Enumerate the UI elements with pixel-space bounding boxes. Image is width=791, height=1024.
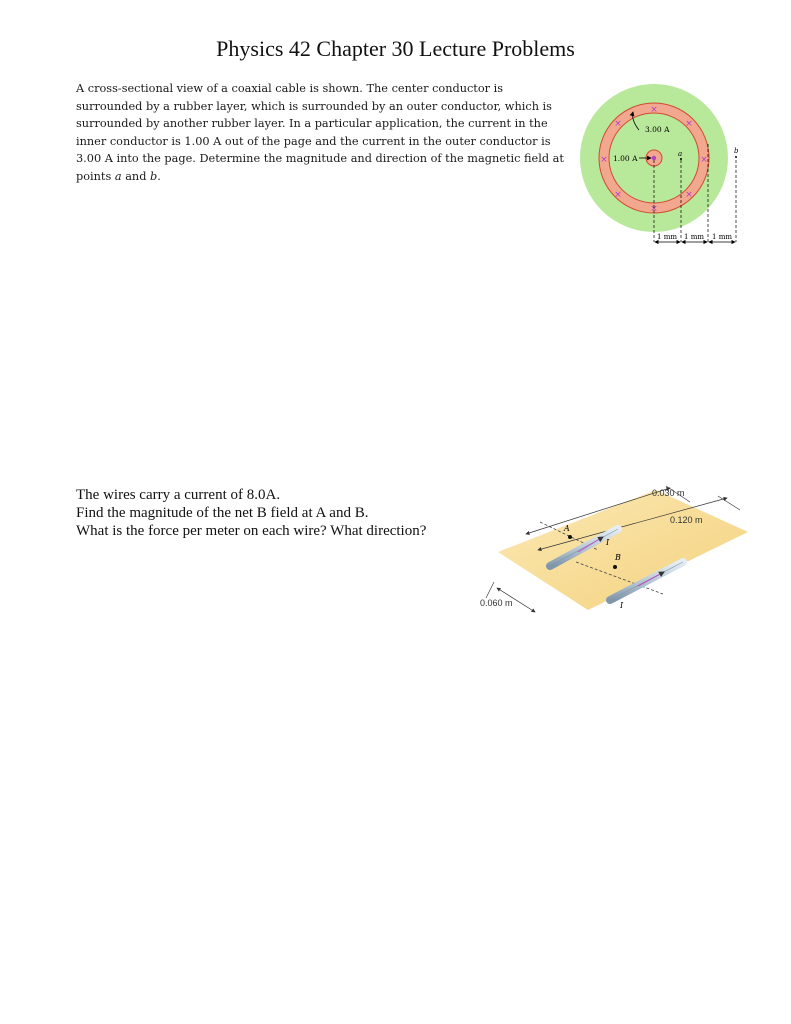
point-b-label: b: [734, 147, 739, 155]
inner-current-label: 1.00 A: [613, 154, 638, 163]
dim-top-label: 0.030 m: [652, 488, 685, 498]
point-b-ref: b: [150, 169, 158, 183]
label-I-2: I: [620, 601, 624, 610]
page-title: Physics 42 Chapter 30 Lecture Problems: [216, 36, 575, 61]
label-B: B: [615, 553, 621, 562]
problem-1-body: A cross-sectional view of a coaxial cable is shown. The center conductor is surrounded by a rubber layer, which is surrounded by an outer conductor, which is surrounded by another rubber layer. In a particular application, the current in the inner conductor is 1.00 A out of the page and the current in the outer conductor is 3.00 A into the page. Determine the magnitude and direction of the magnetic field at points: [76, 82, 564, 183]
outer-current-label: 3.00 A: [645, 125, 670, 134]
problem-2-line-3: What is the force per meter on each wire? What direction?: [76, 523, 427, 539]
dimension-labels: [657, 233, 732, 241]
dim-right-label: 0.120 m: [670, 515, 703, 525]
point-b-dot: [735, 156, 737, 158]
x-mark: ×: [614, 119, 622, 129]
parallel-wires-figure: [478, 482, 763, 642]
conjunction: and: [121, 169, 151, 183]
problem-2-text: [76, 486, 476, 540]
coaxial-cable-figure: [575, 80, 740, 255]
problem-2-line-1: The wires carry a current of 8.0A.: [76, 487, 281, 503]
x-mark: ×: [685, 190, 693, 200]
point-a-dot: [680, 158, 682, 160]
problem-2-line-2: Find the magnitude of the net B field at A and B.: [76, 505, 369, 521]
label-I-1: I: [606, 538, 610, 547]
x-mark: ×: [614, 190, 622, 200]
point-A-dot: [568, 535, 572, 539]
problem-1-text: [76, 80, 566, 186]
label-A: A: [564, 524, 570, 533]
point-B-dot: [613, 565, 617, 569]
dim-label-1: 1 mm: [657, 233, 677, 241]
x-mark: ×: [650, 105, 658, 115]
x-mark: ×: [685, 119, 693, 129]
inner-current-dot: [652, 156, 656, 160]
dim-left-label: 0.060 m: [480, 598, 513, 608]
point-a-ref: a: [114, 169, 122, 183]
x-mark: ×: [650, 204, 658, 214]
point-a-label: a: [678, 150, 683, 158]
x-mark: ×: [700, 155, 708, 165]
period: .: [157, 169, 161, 183]
dim-label-3: 1 mm: [712, 233, 732, 241]
dim-label-2: 1 mm: [684, 233, 704, 241]
x-mark: ×: [600, 155, 608, 165]
